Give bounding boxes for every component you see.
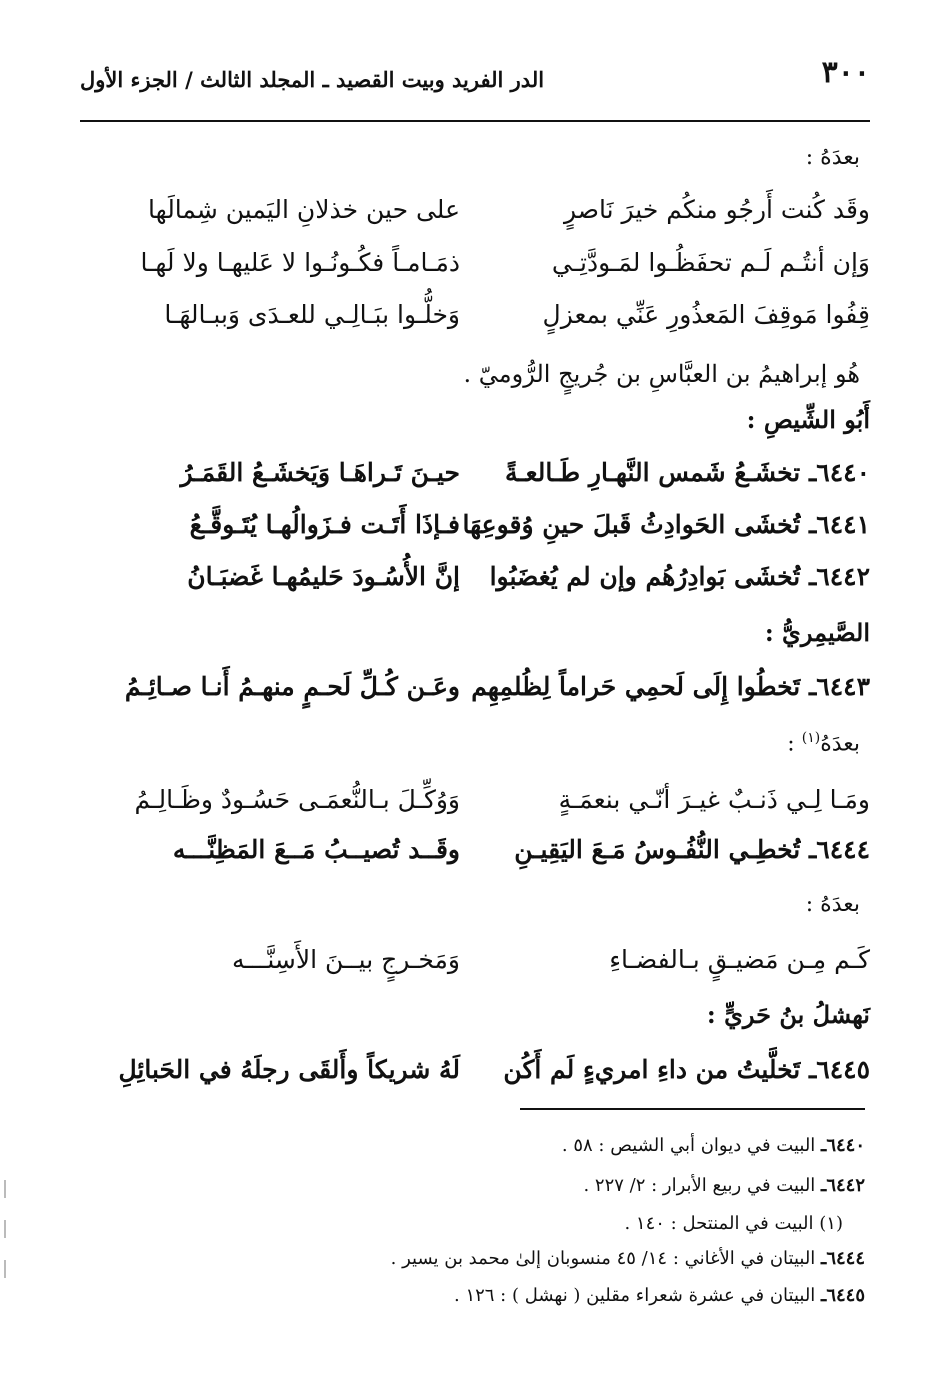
verse-second-hemistich: وَخلُّـوا ببَـالِـي للعـدَى وَببـالهَـا (164, 300, 460, 329)
note-label (787, 730, 860, 756)
verse-first-hemistich: قِفُوا مَوقِفَ المَعذُورِ عَنِّي بمعزلٍ (542, 300, 870, 329)
verse-first-hemistich: ٦٤٤٤ـ تُخطِـي النُّفُـوسُ مَـعَ اليَقِيـنِ (514, 835, 870, 864)
footnote (391, 1248, 865, 1269)
footnote-number: ٦٤٤٠ـ (821, 1135, 865, 1156)
footnote-number: ٦٤٤٥ـ (821, 1285, 865, 1306)
note-label-text: بعدَهُ (820, 731, 860, 757)
verse-first-hemistich: ٦٤٤١ـ تُخشَى الحَوادِثُ قَبلَ حينِ وُقوعِهَا (462, 510, 870, 539)
footnote-text: البيت في ديوان أبي الشيص : ٥٨ . (561, 1135, 816, 1156)
verse-line-numbered (90, 835, 870, 883)
footnote-number: ٦٤٤٢ـ (821, 1175, 865, 1196)
verse-first-hemistich: ٦٤٤٢ـ تُخشَى بَوادِرُهُم وإن لم يُغضَبُوا (489, 562, 870, 591)
verse-first-hemistich: وقَد كُنت أَرجُو منكُم خيرَ نَاصرٍ (563, 195, 870, 224)
page-header (80, 55, 870, 105)
poet-heading: أَبُو الشِّيصِ : (746, 405, 870, 434)
footnote-reference: (١) (801, 730, 821, 746)
footnote-number: (١) (819, 1213, 843, 1234)
running-title: الدر الفريد وبيت القصيد ـ المجلد الثالث / الجزء الأول (80, 67, 545, 92)
verse-line-numbered (90, 510, 870, 558)
footnote-number: ٦٤٤٤ـ (821, 1248, 865, 1269)
verse-second-hemistich: لَهُ شريكاً وأَلقَى رجلَهُ في الحَبائِلِ (118, 1055, 460, 1084)
footnote-text: البيت في ربيع الأبرار : ٢/ ٢٢٧ . (583, 1175, 816, 1196)
verse-first-hemistich: ٦٤٤٣ـ تَخطُوا إِلَى لَحمِي حَراماً لِظُلمِهِم (471, 672, 870, 701)
verse-second-hemistich: ذمَـامـاً فكُـونُـوا لا عَليهـا ولا لَهـا (140, 248, 460, 277)
note-label: بعدَهُ : (805, 145, 860, 170)
verse-line-numbered (90, 672, 870, 720)
poet-identification: هُو إبراهيمُ بن العبَّاسِ بن جُريجٍ الرُّوميّ . (463, 360, 860, 388)
verse-second-hemistich: على حين خذلانِ اليَمين شِمالَها (148, 195, 460, 224)
verse-first-hemistich: كَـم مِـن مَضيـقٍ بـالفضـاءِ (609, 945, 870, 974)
header-rule (80, 120, 870, 122)
poet-heading: الصَّيمِريُّ : (764, 618, 870, 647)
verse-second-hemistich: وقَــد تُصيــبُ مَــعَ المَظِنَّـــه (172, 835, 460, 864)
verse-first-hemistich: ٦٤٤٥ـ تَخلَّيتُ من داءِ امريءٍ لَم أَكُن (503, 1055, 870, 1084)
verse-second-hemistich: وَمَخـرجٍ بيــنَ الأَسِنَّـــه (231, 945, 460, 974)
footnote-rule (520, 1108, 865, 1110)
verse-line-numbered (90, 458, 870, 506)
verse-line (90, 300, 870, 348)
note-label-colon: : (787, 731, 795, 757)
scan-margin-marks (4, 1180, 12, 1300)
verse-second-hemistich: حيـنَ تَـراهَـا وَيَخشَـعُ القَمَـرُ (180, 458, 460, 487)
footnote-text: البيتان في عشرة شعراء مقلين ( نهشل ) : ١٢٦ . (453, 1285, 816, 1306)
page-number: ٣٠٠ (821, 55, 870, 90)
footnote (562, 1135, 865, 1156)
verse-line (90, 785, 870, 833)
verse-second-hemistich: إنَّ الأُسُـودَ حَليمُهـا غَضبَـانُ (187, 562, 460, 591)
verse-line-numbered (90, 562, 870, 610)
verse-first-hemistich: ومَـا لِـي ذَنـبٌ غيـرَ أنّـي بنعمَـةٍ (558, 785, 870, 814)
verse-line (90, 248, 870, 296)
verse-second-hemistich: فـإذَا أَتَـت فـزَوالُهـا يُتَـوقَّـعُ (189, 510, 460, 539)
verse-second-hemistich: وعَـن كُـلِّ لَحـمٍ منهـمُ أَنـا صـائِـمُ (124, 672, 460, 701)
footnote-text: البيتان في الأغاني : ١٤/ ٤٥ منسوبان إلىٰ محمد بن يسير . (390, 1248, 816, 1269)
verse-first-hemistich: وَإن أنتُـم لَـم تحفَظُـوا لمَـودَّتِـي (551, 248, 870, 277)
footnote-text: البيت في المنتحل : ١٤٠ . (624, 1213, 814, 1234)
note-label: بعدَهُ : (805, 892, 860, 917)
verse-second-hemistich: وَوُكِّـلَ بـالنُّعمَـى حَسُـودٌ وظَـالِـمُ (134, 785, 460, 814)
verse-first-hemistich: ٦٤٤٠ـ تخشَـعُ شَمس النَّهـارِ طَـالعـةً (504, 458, 870, 487)
verse-line (90, 195, 870, 243)
verse-line (90, 945, 870, 993)
footnote (583, 1175, 865, 1196)
footnote (454, 1285, 865, 1306)
footnote (624, 1213, 843, 1234)
verse-line-numbered (90, 1055, 870, 1103)
poet-heading: نَهشلُ بنُ حَريٍّ : (706, 1000, 870, 1029)
